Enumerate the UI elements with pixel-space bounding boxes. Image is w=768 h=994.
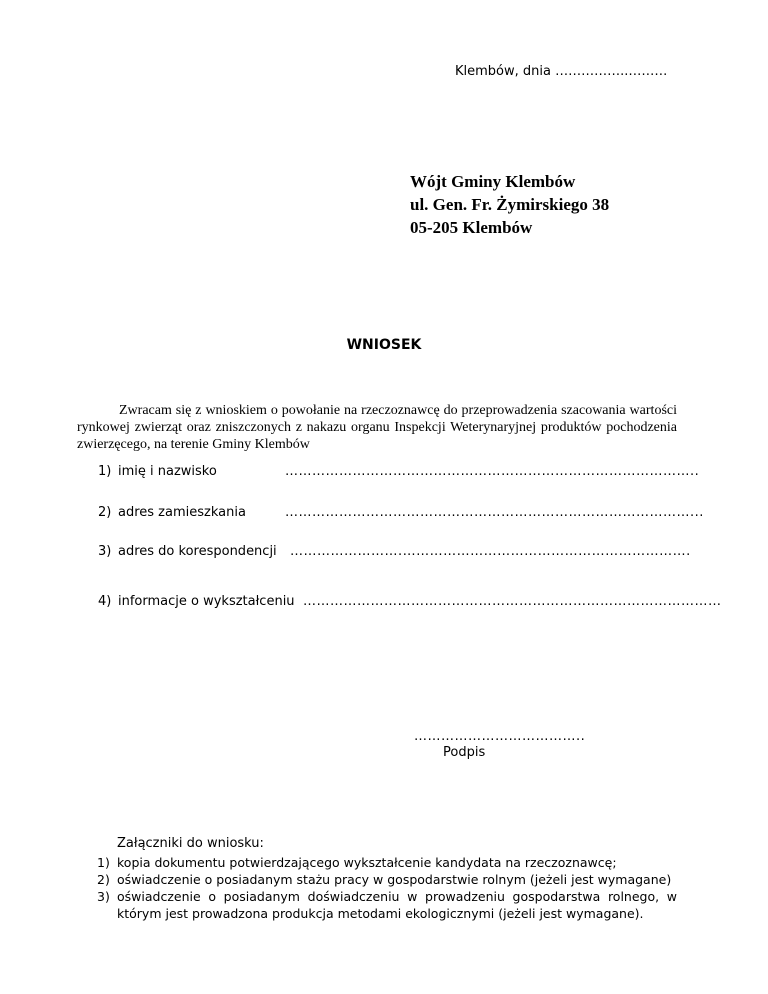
field-full-name [98, 464, 700, 479]
field-correspondence-address [98, 544, 691, 559]
field-education [98, 594, 722, 609]
attachment-item [97, 871, 677, 888]
field-home-address [98, 505, 704, 520]
place-date-line: Klembów, dnia ……………..……… [455, 64, 668, 79]
field-number: 2) [98, 505, 112, 520]
field-blank-line: ……………………………………………………………………………….. [285, 464, 700, 479]
signature-label: Podpis [443, 745, 486, 760]
field-blank-line: …………………….………………………………………………………. [290, 544, 691, 559]
attachments-title: Załączniki do wniosku: [117, 836, 264, 851]
signature-line: ……………………………….. [414, 729, 586, 744]
attachment-number: 2) [97, 872, 110, 887]
attachment-text: oświadczenie o posiadanym doświadczeniu w prowadzeniu gospodarstwa rolnego, w którym jest prowadzona produkcja metodami ekologicznymi (jeżeli jest wymagane). [117, 889, 677, 921]
attachment-number: 3) [97, 889, 110, 904]
attachment-number: 1) [97, 855, 110, 870]
field-label: adres do korespondencji [118, 544, 277, 559]
field-number: 1) [98, 464, 112, 479]
attachment-item [97, 854, 677, 871]
field-number: 3) [98, 544, 112, 559]
intro-paragraph: Zwracam się z wnioskiem o powołanie na rzeczoznawcę do przeprowadzenia szacowania wartości rynkowej zwierząt oraz zniszczonych z nakazu organu Inspekcji Weterynaryjnej produktów pochodzenia zwierzęcego, na terenie Gminy Klembów [77, 403, 677, 452]
field-blank-line: ………………………………………………………………………………… [303, 594, 722, 609]
field-number: 4) [98, 594, 112, 609]
attachment-item [97, 888, 677, 922]
document-title: WNIOSEK [346, 337, 422, 353]
attachment-text: oświadczenie o posiadanym stażu pracy w gospodarstwie rolnym (jeżeli jest wymagane) [117, 872, 672, 887]
recipient-street: ul. Gen. Fr. Żymirskiego 38 [410, 195, 610, 214]
recipient-city: 05-205 Klembów [410, 218, 533, 237]
attachments-list [97, 854, 677, 922]
attachment-text: kopia dokumentu potwierdzającego wykształcenie kandydata na rzeczoznawcę; [117, 855, 617, 870]
recipient-name: Wójt Gminy Klembów [410, 172, 576, 191]
field-label: informacje o wykształceniu [118, 594, 295, 609]
field-label: imię i nazwisko [118, 464, 217, 479]
recipient-address [410, 170, 609, 239]
field-blank-line: ………………………………………………………………………………... [285, 505, 704, 520]
field-label: adres zamieszkania [118, 505, 246, 520]
